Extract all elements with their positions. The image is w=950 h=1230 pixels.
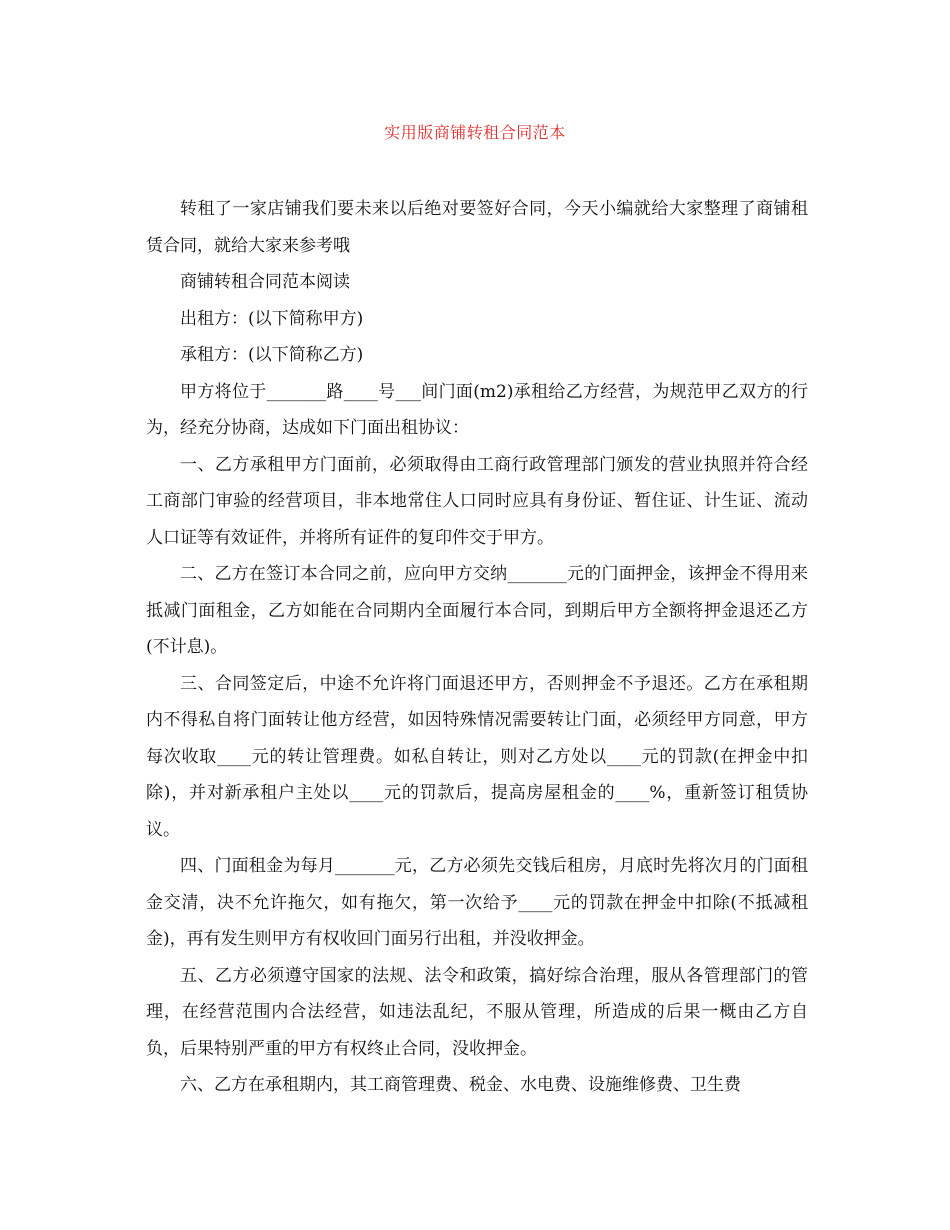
- paragraph-premises: 甲方将位于_______路____号___间门面(m2)承租给乙方经营，为规范甲乙双方的行为，经充分协商，达成如下门面出租协议：: [146, 381, 808, 438]
- paragraph-lessee: 承租方：(以下简称乙方): [180, 345, 364, 365]
- paragraph-clause-6: 六、乙方在承租期内，其工商管理费、税金、水电费、设施维修费、卫生费: [180, 1075, 741, 1095]
- paragraph-clause-3: 三、合同签定后，中途不允许将门面退还甲方，否则押金不予退还。乙方在承租期内不得私自将门面转让他方经营，如因特殊情况需要转让门面，必须经甲方同意，甲方每次收取____元的转让管理费。如私自转让，则对乙方处以____元的罚款(在押金中扣除)，并对新承租户主处以____元的罚款后，提高房屋租金的____%，重新签订租赁协议。: [146, 673, 808, 840]
- paragraph-clause-2: 二、乙方在签订本合同之前，应向甲方交纳_______元的门面押金，该押金不得用来抵减门面租金，乙方如能在合同期内全面履行本合同，到期后甲方全额将押金退还乙方(不计息)。: [146, 564, 808, 657]
- paragraph-clause-5: 五、乙方必须遵守国家的法规、法令和政策，搞好综合治理，服从各管理部门的管理，在经营范围内合法经营，如违法乱纪，不服从管理，所造成的后果一概由乙方自负，后果特别严重的甲方有权终止合同，没收押金。: [146, 965, 808, 1059]
- paragraph-heading: 商铺转租合同范本阅读: [180, 272, 350, 292]
- paragraph-lessor: 出租方：(以下简称甲方): [180, 308, 364, 329]
- paragraph-clause-4: 四、门面租金为每月_______元，乙方必须先交钱后租房，月底时先将次月的门面租金交清，决不允许拖欠，如有拖欠，第一次给予____元的罚款在押金中扣除(不抵减租金)，再有发生则甲方有权收回门面另行出租，并没收押金。: [146, 856, 808, 949]
- document-body: [146, 191, 808, 1104]
- document-title: 实用版商铺转租合同范本: [384, 123, 566, 142]
- paragraph-intro: 转租了一家店铺我们要未来以后绝对要签好合同，今天小编就给大家整理了商铺租赁合同，就给大家来参考哦: [146, 199, 808, 256]
- paragraph-clause-1: 一、乙方承租甲方门面前，必须取得由工商行政管理部门颁发的营业执照并符合经工商部门审验的经营项目，非本地常住人口同时应具有身份证、暂住证、计生证、流动人口证等有效证件，并将所有证件的复印件交于甲方。: [146, 454, 808, 548]
